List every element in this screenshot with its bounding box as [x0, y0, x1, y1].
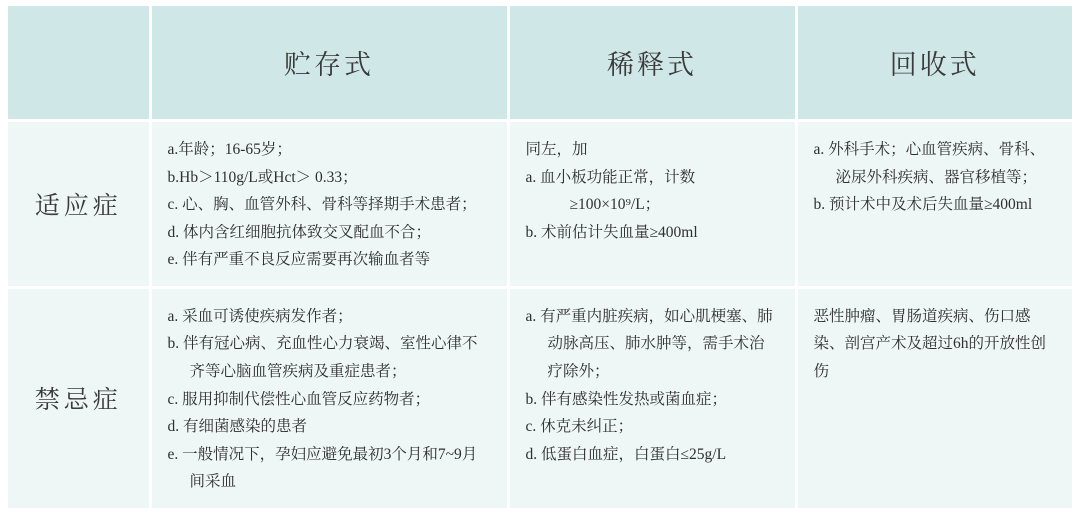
- cell-line: e. 伴有严重不良反应需要再次输血者等: [167, 251, 431, 269]
- cell-line: 齐等心脑血管疾病及重症患者；: [189, 363, 407, 381]
- header-row: [8, 6, 1072, 121]
- cell-line: a. 外科手术；心血管疾病、骨科、: [813, 141, 1046, 158]
- cell-line: a. 血小板功能正常，计数: [525, 168, 696, 186]
- cell-text-indications-storage: [168, 136, 493, 274]
- cell-line: d. 低蛋白血症，白蛋白≤25g/L: [525, 445, 727, 463]
- cell-line: c. 服用抑制代偿性心血管反应药物者；: [167, 390, 431, 408]
- cell-line: 疗除外；: [547, 363, 610, 381]
- cell-line: 伤: [813, 363, 830, 381]
- cell-line: 间采血: [189, 473, 237, 491]
- cell-line: ≥100×10⁹/L；: [569, 196, 661, 214]
- table-body: [8, 121, 1072, 508]
- cell-line: e. 一般情况下，孕妇应避免最初3个月和7~9月: [167, 445, 478, 463]
- comparison-table: [8, 6, 1072, 508]
- table-row: [8, 287, 1072, 508]
- header-cell-column-3: [796, 6, 1072, 121]
- row-label-contraindications: 禁忌症: [8, 287, 150, 508]
- cell-line: b. 术前估计失血量≥400ml: [525, 223, 698, 241]
- header-corner-cell: [8, 6, 150, 121]
- cell-line: 动脉高压、肺水肿等，需手术治: [547, 335, 765, 353]
- cell-line: 恶性肿瘤、胃肠道疾病、伤口感: [813, 307, 1031, 325]
- cell-line: b.Hb＞110g/L或Hct＞ 0.33；: [167, 168, 358, 186]
- row-label-indications: 适应症: [8, 121, 150, 288]
- cell-line: a. 采血可诱使疾病发作者；: [167, 307, 353, 325]
- cell-text-indications-recovery: [814, 136, 1059, 219]
- cell-text-contraindications-recovery: [814, 303, 1059, 386]
- cell-indications-storage: [150, 121, 508, 288]
- cell-text-contraindications-dilution: [526, 303, 781, 468]
- cell-line: d. 体内含红细胞抗体致交叉配血不合；: [167, 223, 432, 241]
- cell-line: a.年龄；16-65岁；: [167, 141, 292, 158]
- table-header: [8, 6, 1072, 121]
- cell-line: b. 伴有冠心病、充血性心力衰竭、室性心律不: [167, 335, 478, 353]
- header-label-column-2: 稀释式: [607, 50, 697, 80]
- cell-text-contraindications-storage: [168, 303, 493, 496]
- cell-contraindications-recovery: [796, 287, 1072, 508]
- cell-line: c. 休克未纠正；: [525, 418, 634, 436]
- cell-line: c. 心、胸、血管外科、骨科等择期手术患者；: [167, 196, 477, 214]
- cell-contraindications-dilution: [508, 287, 796, 508]
- cell-indications-recovery: [796, 121, 1072, 288]
- header-label-column-1: 贮存式: [284, 50, 374, 80]
- header-cell-column-1: [150, 6, 508, 121]
- cell-contraindications-storage: [150, 287, 508, 508]
- cell-text-indications-dilution: [526, 136, 781, 246]
- cell-line: 泌尿外科疾病、器官移植等；: [835, 168, 1038, 186]
- cell-line: 染、剖宫产术及超过6h的开放性创: [813, 335, 1047, 353]
- table-row: [8, 121, 1072, 288]
- cell-line: a. 有严重内脏疾病，如心肌梗塞、肺: [525, 307, 773, 325]
- cell-indications-dilution: [508, 121, 796, 288]
- cell-line: d. 有细菌感染的患者: [167, 418, 308, 436]
- cell-line: b. 伴有感染性发热或菌血症；: [525, 390, 728, 408]
- header-label-column-3: 回收式: [889, 50, 980, 80]
- header-cell-column-2: [508, 6, 796, 121]
- cell-line: 同左，加: [525, 141, 588, 158]
- cell-line: b. 预计术中及术后失血量≥400ml: [813, 196, 1033, 214]
